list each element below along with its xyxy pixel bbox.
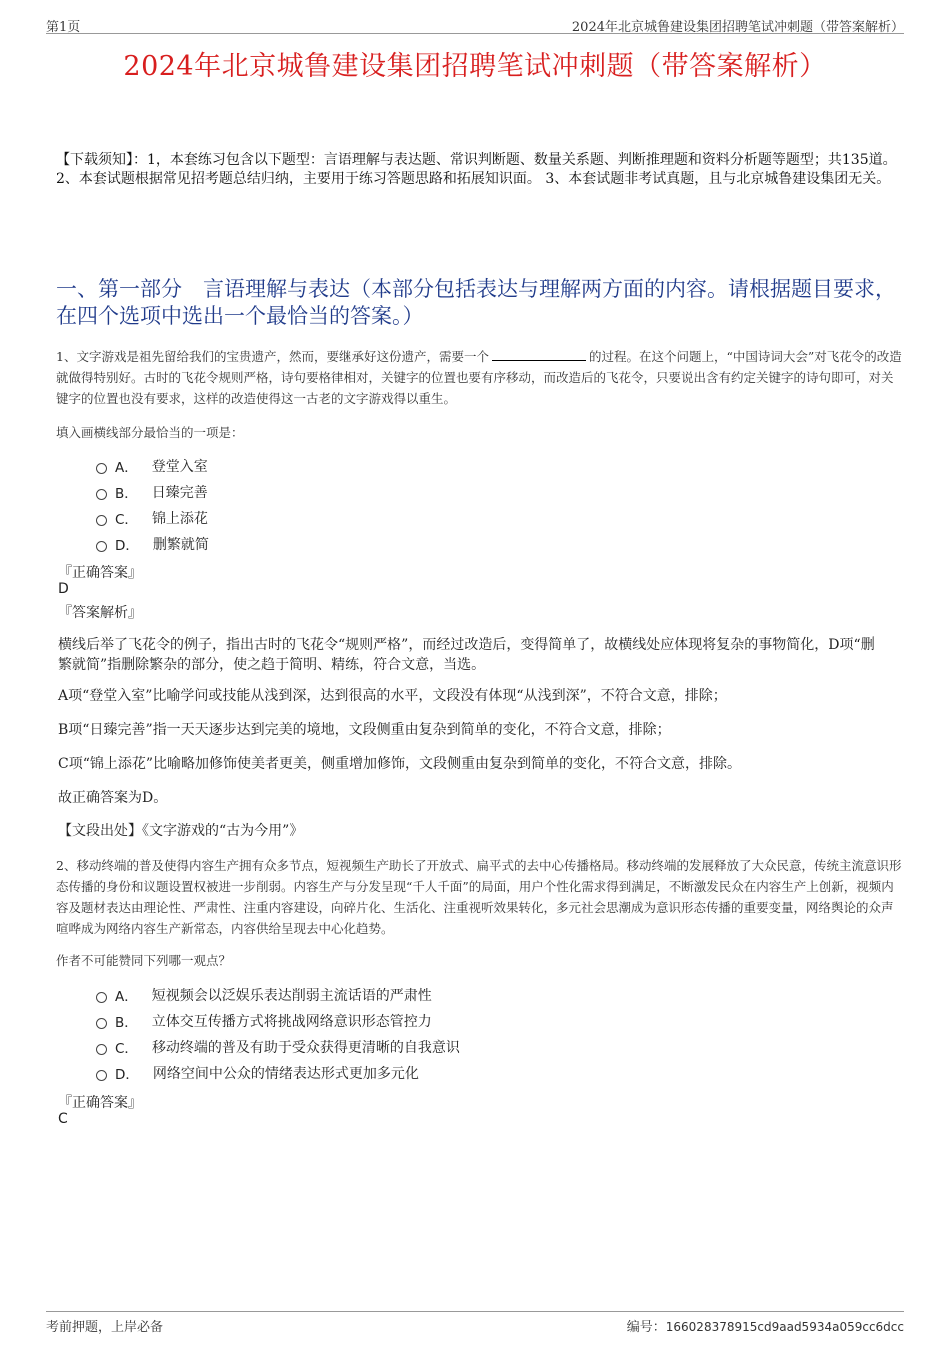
question-1-options [96,453,209,557]
download-notice: 【下载须知】：1，本套练习包含以下题型：言语理解与表达题、常识判断题、数量关系题、判断推理题和资料分析题等题型；共135道。 2、本套试题根据常见招考题总结归纳，主要用于练习答题思路和拓展知识面。 3、本套试题非考试真题，且与北京城鲁建设集团无关。 [56,152,897,187]
question-2-text: 2、移动终端的普及使得内容生产拥有众多节点，短视频生产助长了开放式、扁平式的去中心传播格局。移动终端的发展释放了大众民意，传统主流意识形态传播的身份和议题设置权被进一步削弱。内容生产与分发呈现“千人千面”的局面，用户个性化需求得到满足，不断激发民众在内容生产上创新，视频内容及题材表达由理论性、严肃性、注重内容建设，向碎片化、生活化、注重视听效果转化，多元社会思潮成为意识形态传播的重要变量，网络舆论的众声喧哗成为网络内容生产新常态，内容供给呈现去中心化趋势。 [56,858,902,936]
radio-icon[interactable] [96,992,107,1003]
question-2-stem: 作者不可能赞同下列哪一观点？ [56,953,232,968]
page-footer [46,1311,904,1339]
option-b[interactable]: B． 日臻完善 [96,479,209,505]
page-number: 第1页 [46,20,81,35]
option-d[interactable]: D． 网络空间中公众的情绪表达形式更加多元化 [96,1060,460,1086]
option-a[interactable]: A． 登堂入室 [96,453,209,479]
answer-label: 『正确答案』 [58,565,142,581]
document-title: 2024年北京城鲁建设集团招聘笔试冲刺题（带答案解析） [123,51,827,82]
document-code: 编号：166028378915cd9aad5934a059cc6dcc [626,1320,904,1335]
option-b[interactable]: B． 立体交互传播方式将挑战网络意识形态管控力 [96,1008,460,1034]
question-2-options [96,982,460,1086]
radio-icon[interactable] [96,489,107,500]
correct-answer: D [58,581,69,597]
section-heading: 一、第一部分 言语理解与表达（本部分包括表达与理解两方面的内容。请根据题目要求，在四个选项中选出一个最恰当的答案。） [56,277,896,328]
option-c[interactable]: C． 锦上添花 [96,505,209,531]
header-doc-title: 2024年北京城鲁建设集团招聘笔试冲刺题（带答案解析） [571,20,904,35]
option-c[interactable]: C． 移动终端的普及有助于受众获得更清晰的自我意识 [96,1034,460,1060]
radio-icon[interactable] [96,463,107,474]
radio-icon[interactable] [96,1044,107,1055]
footer-slogan: 考前押题，上岸必备 [46,1320,164,1335]
question-1-stem: 填入画横线部分最恰当的一项是： [56,425,244,440]
text-source: 【文段出处】《文字游戏的“古为今用”》 [58,823,304,839]
analysis-conclusion: 故正确答案为D。 [58,790,168,806]
correct-answer: C [58,1111,68,1127]
question-1-text: 1、文字游戏是祖先留给我们的宝贵遗产，然而，要继承好这份遗产，需要一个 的过程。在这个问题上，“中国诗词大会”对飞花令的改造就做得特别好。古时的飞花令规则严格，诗句要格律相对，关键字的位置也要有序移动，而改造后的飞花令，只要说出含有约定关键字的诗句即可，对关键字的位置也没有要求，这样的改造使得这一古老的文字游戏得以重生。 [56,349,902,406]
radio-icon[interactable] [96,515,107,526]
analysis-paragraph: 横线后举了飞花令的例子，指出古时的飞花令“规则严格”，而经过改造后，变得简单了，故横线处应体现将复杂的事物简化，D项“删繁就简”指删除繁杂的部分，使之趋于简明、精练，符合文意，当选。 [58,637,875,673]
analysis-label: 『答案解析』 [58,605,142,621]
analysis-paragraph: C项“锦上添花”比喻略加修饰使美者更美，侧重增加修饰，文段侧重由复杂到简单的变化，不符合文意，排除。 [58,756,742,772]
analysis-paragraph: A项“登堂入室”比喻学问或技能从浅到深，达到很高的水平，文段没有体现“从浅到深”，不符合文意，排除； [58,688,727,704]
radio-icon[interactable] [96,1018,107,1029]
radio-icon[interactable] [96,1070,107,1081]
option-d[interactable]: D． 删繁就简 [96,531,209,557]
radio-icon[interactable] [96,541,107,552]
page-header [46,12,904,34]
answer-blank [492,349,586,361]
answer-label: 『正确答案』 [58,1095,142,1111]
option-a[interactable]: A． 短视频会以泛娱乐表达削弱主流话语的严肃性 [96,982,460,1008]
analysis-paragraph: B项“日臻完善”指一天天逐步达到完美的境地，文段侧重由复杂到简单的变化，不符合文意，排除； [58,722,671,738]
